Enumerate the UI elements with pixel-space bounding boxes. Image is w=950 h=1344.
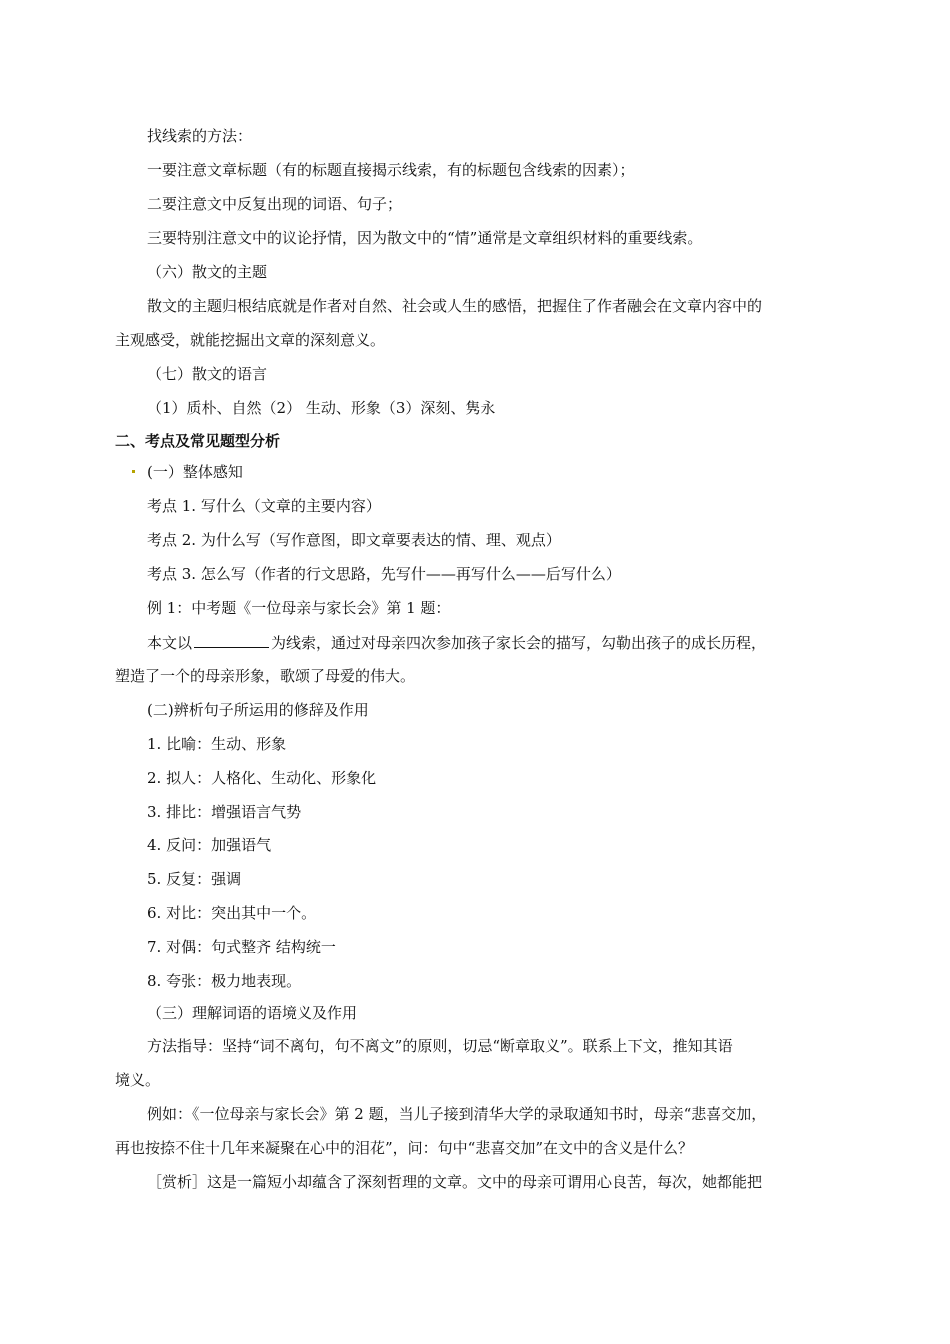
decorative-dot (132, 470, 135, 473)
section-heading: (二)辨析句子所运用的修辞及作用 (147, 701, 369, 719)
section-heading: （六）散文的主题 (147, 263, 268, 281)
list-item: 7. 对偶：句式整齐 结构统一 (147, 938, 336, 956)
text-line: 方法指导：坚持“词不离句，句不离文”的原则，切忌“断章取义”。联系上下文，推知其语 (147, 1037, 733, 1055)
chapter-heading: 二、考点及常见题型分析 (115, 432, 281, 450)
text-line: （1）质朴、自然（2） 生动、形象（3）深刻、隽永 (147, 399, 496, 417)
text-line: 主观感受，就能挖掘出文章的深刻意义。 (115, 331, 386, 349)
text-line: 再也按捺不住十几年来凝聚在心中的泪花”，问：句中“悲喜交加”在文中的含义是什么？ (115, 1139, 694, 1157)
section-heading: （七）散文的语言 (147, 365, 268, 383)
text-line: 例 1：中考题《一位母亲与家长会》第 1 题： (147, 599, 451, 617)
list-item: 5. 反复：强调 (147, 870, 242, 888)
fill-in-question (147, 632, 766, 653)
list-item: 2. 拟人：人格化、生动化、形象化 (147, 769, 377, 787)
text-line: 三要特别注意文中的议论抒情，因为散文中的“情”通常是文章组织材料的重要线索。 (147, 229, 703, 247)
question-text-after-blank: 为线索，通过对母亲四次参加孩子家长会的描写，勾勒出孩子的成长历程， (271, 634, 767, 652)
text-line: 境义。 (115, 1071, 161, 1089)
list-item: 6. 对比：突出其中一个。 (147, 904, 317, 922)
text-line: 找线索的方法： (147, 127, 253, 145)
text-line: 例如：《一位母亲与家长会》第 2 题，当儿子接到清华大学的录取通知书时，母亲“悲喜交加， (147, 1105, 767, 1123)
section-heading: (一）整体感知 (147, 463, 243, 481)
list-item: 4. 反问：加强语气 (147, 836, 272, 854)
text-line: 考点 3. 怎么写（作者的行文思路，先写什——再写什么——后写什么） (147, 565, 621, 583)
section-heading: （三）理解词语的语境义及作用 (147, 1004, 358, 1022)
text-line: 散文的主题归根结底就是作者对自然、社会或人生的感悟，把握住了作者融会在文章内容中的 (147, 297, 763, 315)
text-line: 考点 2. 为什么写（写作意图，即文章要表达的情、理、观点） (147, 531, 561, 549)
list-item: 3. 排比：增强语言气势 (147, 803, 302, 821)
list-item: 8. 夸张：极力地表现。 (147, 972, 302, 990)
text-line: 考点 1. 写什么（文章的主要内容） (147, 497, 381, 515)
text-line: 塑造了一个的母亲形象，歌颂了母爱的伟大。 (115, 667, 416, 685)
text-line: 一要注意文章标题（有的标题直接揭示线索，有的标题包含线索的因素）； (147, 161, 635, 179)
text-line: ［赏析］这是一篇短小却蕴含了深刻哲理的文章。文中的母亲可谓用心良苦，每次，她都能把 (147, 1173, 763, 1191)
answer-blank[interactable] (194, 632, 269, 648)
text-line: 二要注意文中反复出现的词语、句子； (147, 195, 403, 213)
list-item: 1. 比喻：生动、形象 (147, 735, 287, 753)
question-text-before-blank: 本文以 (147, 634, 193, 652)
